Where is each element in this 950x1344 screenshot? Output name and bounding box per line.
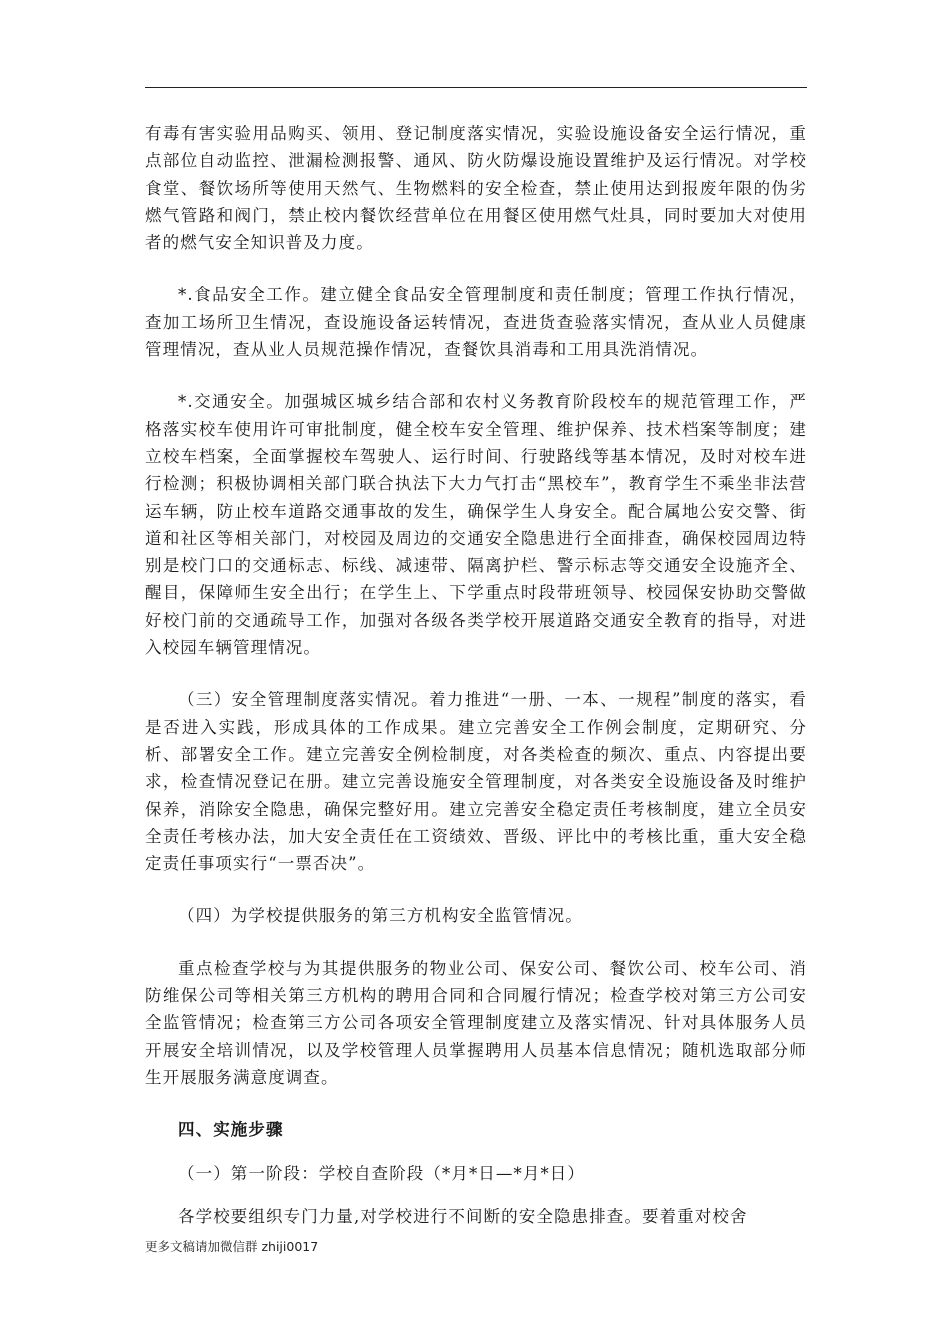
paragraph-management-system: （三）安全管理制度落实情况。着力推进“一册、一本、一规程”制度的落实，看是否进入实践，形成具体的工作成果。建立完善安全工作例会制度，定期研究、分析、部署安全工作。建立完善安全例检制度，对各类检查的频次、重点、内容提出要求，检查情况登记在册。建立完善设施安全管理制度，对各类安全设施设备及时维护保养，消除安全隐患，确保完整好用。建立完善安全稳定责任考核制度，建立全员安全责任考核办法，加大安全责任在工资绩效、晋级、评比中的考核比重，重大安全稳定责任事项实行“一票否决”。 bbox=[145, 690, 807, 874]
footer-note: 更多文稿请加微信群 zhiji0017 bbox=[145, 1239, 319, 1254]
paragraph-third-party-heading: （四）为学校提供服务的第三方机构安全监管情况。 bbox=[178, 906, 583, 926]
paragraph-school-self-check: 各学校要组织专门力量,对学校进行不间断的安全隐患排查。要着重对校舍 bbox=[178, 1206, 748, 1226]
header-rule bbox=[145, 87, 807, 88]
paragraph-traffic-safety: *.交通安全。加强城区城乡结合部和农村义务教育阶段校车的规范管理工作，严格落实校车使用许可审批制度，健全校车安全管理、维护保养、技术档案等制度；建立校车档案，全面掌握校车驾驶人、运行时间、行驶路线等基本情况，及时对校车进行检测；积极协调相关部门联合执法下大力气打击“黑校车”，教育学生不乘坐非法营运车辆，防止校车道路交通事故的发生，确保学生人身安全。配合属地公安交警、街道和社区等相关部门，对校园及周边的交通安全隐患进行全面排查，确保校园周边特别是校门口的交通标志、标线、减速带、隔离护栏、警示标志等交通安全设施齐全、醒目，保障师生安全出行；在学生上、下学重点时段带班领导、校园保安协助交警做好校门前的交通疏导工作，加强对各级各类学校开展道路交通安全教育的指导，对进入校园车辆管理情况。 bbox=[145, 392, 807, 658]
paragraph-food-safety: *.食品安全工作。建立健全食品安全管理制度和责任制度；管理工作执行情况，查加工场所卫生情况，查设施设备运转情况，查进货查验落实情况，查从业人员健康管理情况，查从业人员规范操作情况，查餐饮具消毒和工用具洗消情况。 bbox=[145, 285, 807, 360]
section-heading-implementation-steps: 四、实施步骤 bbox=[178, 1120, 284, 1140]
paragraph-third-party-check: 重点检查学校与为其提供服务的物业公司、保安公司、餐饮公司、校车公司、消防维保公司等相关第三方机构的聘用合同和合同履行情况；检查学校对第三方公司安全监管情况；检查第三方公司各项安全管理制度建立及落实情况、针对具体服务人员开展安全培训情况，以及学校管理人员掌握聘用人员基本信息情况；随机选取部分师生开展服务满意度调查。 bbox=[145, 958, 807, 1087]
paragraph-lab-gas-safety: 有毒有害实验用品购买、领用、登记制度落实情况，实验设施设备安全运行情况，重点部位自动监控、泄漏检测报警、通风、防火防爆设施设置维护及运行情况。对学校食堂、餐饮场所等使用天然气、生物燃料的安全检查，禁止使用达到报废年限的伪劣燃气管路和阀门，禁止校内餐饮经营单位在用餐区使用燃气灶具，同时要加大对使用者的燃气安全知识普及力度。 bbox=[145, 124, 807, 253]
document-body bbox=[145, 120, 807, 1230]
paragraph-phase-one: （一）第一阶段：学校自查阶段（*月*日—*月*日） bbox=[178, 1163, 585, 1183]
